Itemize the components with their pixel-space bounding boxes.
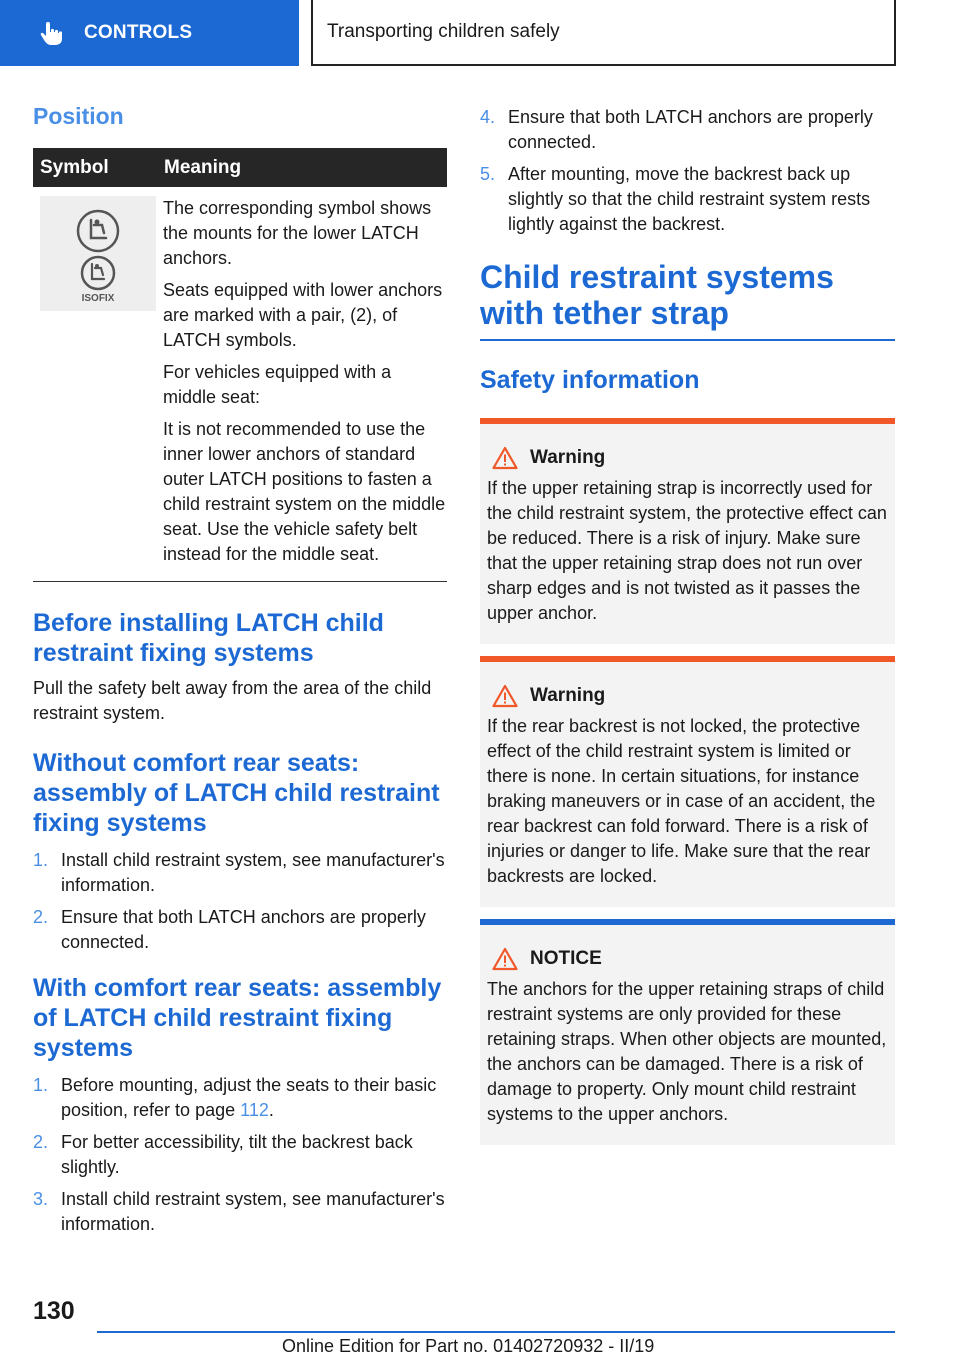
meaning-paragraph: The corresponding symbol shows the mounts for the lower LATCH anchors. [163,198,432,268]
meaning-paragraph: It is not recommended to use the inner lower anchors of standard outer LATCH positions to fasten a child restraint system on the middle seat. Use the vehicle safety belt instead for the middle seat. [163,419,446,564]
symbol-table-row [33,187,447,582]
chapter-title: Transporting children safely [327,21,560,42]
isofix-label: ISOFIX [81,293,115,304]
step-text: Ensure that both LATCH anchors are properly connected. [61,907,426,952]
notice-triangle-icon [492,947,518,971]
notice-text: The anchors for the upper retaining straps of child restraint systems are only provided for these retaining straps. When other objects are mounted, the anchors can be damaged. There is a risk of damage to property. Only mount child restraint systems to the upper anchors. [487,979,887,1124]
warning-title: Warning [487,446,887,470]
step-text: For better accessibility, tilt the backrest back slightly. [61,1132,413,1177]
child-seat-icon [40,196,156,311]
edition-info: Online Edition for Part no. 01402720932 - II/19 [282,1336,655,1356]
with-comfort-steps [33,1073,447,1237]
step-number: 5. [480,164,496,184]
hand-pointer-icon [38,19,66,47]
notice-box [480,919,895,1145]
step-number: 3. [33,1189,49,1209]
list-item [33,1073,447,1123]
chapter-title-box [311,0,896,66]
before-installing-heading: Before installing LATCH child restraint fixing systems [33,609,384,667]
symbol-table-header [33,148,447,187]
meaning-paragraph: For vehicles equipped with a middle seat: [163,362,392,407]
list-item [33,1187,447,1237]
step-number: 2. [33,907,49,927]
column-header-symbol: Symbol [40,156,109,178]
meaning-paragraph: Seats equipped with lower anchors are marked with a pair, (2), of LATCH symbols. [163,280,443,350]
page-reference-link[interactable]: 112 [240,1100,269,1120]
safety-information-heading: Safety information [480,366,700,394]
step-text: Install child restraint system, see manufacturer's information. [61,1189,445,1234]
tether-strap-heading: Child restraint systems with tether strap [480,259,834,331]
continued-steps [480,105,895,237]
warning-title: Warning [487,684,887,708]
list-item [33,1130,447,1180]
warning-box [480,656,895,907]
step-text: After mounting, move the backrest back up slightly so that the child restraint system rests lightly against the backrest. [508,164,871,234]
list-item [480,105,895,155]
step-text: Before mounting, adjust the seats to their basic position, refer to page 112. [61,1075,437,1120]
warning-triangle-icon [492,446,518,470]
page-number: 130 [33,1297,75,1325]
warning-text: If the rear backrest is not locked, the protective effect of the child restraint system is limited or there is none. In certain situations, for instance braking maneuvers or in case of an accident, the rear backrest can fold forward. There is a risk of injuries or danger to life. Make sure that the rear backrests are locked. [487,716,876,886]
latch-symbol-image [40,196,156,311]
without-comfort-steps [33,848,447,955]
heading-divider [480,339,895,341]
step-number: 2. [33,1132,49,1152]
left-column [33,100,447,1244]
notice-title: NOTICE [487,947,887,971]
warning-box [480,418,895,644]
list-item [480,162,895,237]
warning-text: If the upper retaining strap is incorrectly used for the child restraint system, the protective effect can be reduced. There is a risk of injury. Make sure that the upper retaining strap does not run over sharp edges and is not twisted as it passes the upper anchor. [487,478,887,623]
right-column [480,100,895,1145]
meaning-cell [163,196,447,567]
section-tab[interactable] [0,0,299,66]
step-number: 1. [33,850,49,870]
footer-divider [97,1331,895,1333]
column-header-meaning: Meaning [164,156,242,178]
list-item [33,905,447,955]
symbol-cell [33,196,163,567]
section-tab-label: CONTROLS [84,22,193,43]
step-number: 1. [33,1075,49,1095]
step-text: Install child restraint system, see manufacturer's information. [61,850,445,895]
warning-triangle-icon [492,684,518,708]
step-text: Ensure that both LATCH anchors are properly connected. [508,107,873,152]
without-comfort-heading: Without comfort rear seats: assembly of LATCH child restraint fixing systems [33,749,440,837]
with-comfort-heading: With comfort rear seats: assembly of LATCH child restraint fixing systems [33,974,442,1062]
list-item [33,848,447,898]
before-installing-text: Pull the safety belt away from the area of the child restraint system. [33,678,432,723]
position-heading: Position [33,103,124,129]
step-number: 4. [480,107,496,127]
